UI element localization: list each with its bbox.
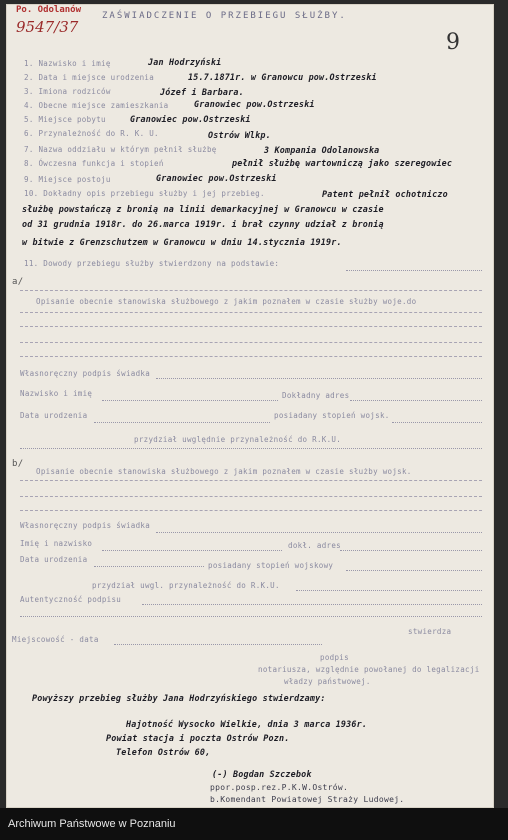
blank-line xyxy=(114,644,322,645)
section-11-label: 11. Dowody przebiegu służby stwierdzony na podstawie: xyxy=(24,259,280,268)
witness-b-name: Imię i nazwisko xyxy=(20,539,93,548)
row-label: 6. Przynależność do R. K. U. xyxy=(24,129,159,138)
row-label: 5. Miejsce pobytu xyxy=(24,115,106,124)
auth-signature: podpis xyxy=(320,653,349,662)
witness-b-membership: przydział uwgl. przynależność do R.K.U. xyxy=(92,581,280,590)
document-page xyxy=(6,4,494,808)
row-value: Granowiec pow.Ostrzeski xyxy=(130,114,251,124)
blank-line xyxy=(340,550,482,551)
witness-a-marker: a/ xyxy=(12,277,24,287)
witness-b-address: dokł. adres xyxy=(288,541,341,550)
blank-line xyxy=(20,356,482,357)
row-label: 2. Data i miejsce urodzenia xyxy=(24,73,155,82)
witness-a-address: Dokładny adres xyxy=(282,391,350,400)
witness-b-authenticity: Autentyczność podpisu xyxy=(20,595,122,604)
witness-a-birth-date: Data urodzenia xyxy=(20,411,88,420)
auth-seal: stwierdza xyxy=(408,627,452,636)
row-value: Granowiec pow.Ostrzeski xyxy=(156,173,277,183)
description-line: służbę powstańczą z bronią na linii demarkacyjnej w Granowcu w czasie xyxy=(22,204,384,214)
witness-b-signature: Własnoręczny podpis świadka xyxy=(20,521,151,530)
auth-place-date: Miejscowość - data xyxy=(12,635,99,644)
blank-line xyxy=(20,290,482,291)
issuer-rank: ppor.posp.rez.P.K.W.Ostrów. xyxy=(210,783,349,792)
row-value: Patent pełnił ochotniczo xyxy=(322,189,448,199)
blank-line xyxy=(20,510,482,511)
issuer-role: b.Komendant Powiatowej Straży Ludowej. xyxy=(210,795,405,804)
description-line: od 31 grudnia 1918r. do 26.marca 1919r. i brał czynny udział z bronią xyxy=(22,219,384,229)
page-number: 9 xyxy=(446,30,460,55)
blank-line xyxy=(20,616,482,617)
auth-notary-line-2: władzy państwowej. xyxy=(284,677,371,686)
row-value: 3 Kompania Odolanowska xyxy=(264,145,380,155)
separator-line xyxy=(346,270,482,271)
blank-line xyxy=(20,326,482,327)
witness-b-marker: b/ xyxy=(12,459,24,469)
row-label: 4. Obecne miejsce zamieszkania xyxy=(24,101,169,110)
witness-a-opis: Opisanie obecnie stanowiska służbowego z jakim poznałem w czasie służby woje.do xyxy=(36,297,417,306)
auth-notary-line-1: notariusza, względnie powołanej do legalizacji xyxy=(258,665,480,674)
witness-a-rank: posiadany stopień wojsk. xyxy=(274,411,390,420)
file-number: 9547/37 xyxy=(16,18,79,36)
row-value: Ostrów Wlkp. xyxy=(208,130,271,140)
row-label: 7. Nazwa oddziału w którym pełnił służbę xyxy=(24,145,217,154)
issuer-signed: (-) Bogdan Szczebok xyxy=(212,769,312,779)
blank-line xyxy=(20,448,482,449)
blank-line xyxy=(20,312,482,313)
row-label: 8. Ówczesna funkcja i stopień xyxy=(24,159,164,168)
witness-b-rank: posiadany stopień wojskowy xyxy=(208,561,334,570)
blank-line xyxy=(350,400,482,401)
witness-a-membership: przydział uwględnie przynależność do R.K.U. xyxy=(134,435,342,444)
issuer-district: Powiat stacja i poczta Ostrów Pozn. xyxy=(106,733,290,743)
archive-name: Archiwum Państwowe w Poznaniu xyxy=(8,818,176,830)
blank-line xyxy=(102,550,282,551)
confirmation-text: Powyższy przebieg służby Jana Hodrzyńskiego stwierdzamy: xyxy=(32,693,326,703)
blank-line xyxy=(156,378,482,379)
blank-line xyxy=(142,604,482,605)
blank-line xyxy=(94,422,270,423)
row-label: 3. Imiona rodziców xyxy=(24,87,111,96)
description-line: w bitwie z Grenzschutzem w Granowcu w dniu 14.stycznia 1919r. xyxy=(22,237,342,247)
blank-line xyxy=(102,400,278,401)
document-title: ZAŚWIADCZENIE O PRZEBIEGU SŁUŻBY. xyxy=(102,11,347,21)
witness-a-name: Nazwisko i imię xyxy=(20,389,93,398)
blank-line xyxy=(20,342,482,343)
archive-footer xyxy=(0,808,508,840)
row-label: 9. Miejsce postoju xyxy=(24,175,111,184)
issuer-place-date: Hajotność Wysocko Wielkie, dnia 3 marca 1936r. xyxy=(126,719,368,729)
blank-line xyxy=(346,570,482,571)
row-label: 1. Nazwisko i imię xyxy=(24,59,111,68)
issuer-phone: Telefon Ostrów 60, xyxy=(116,747,211,757)
witness-a-signature: Własnoręczny podpis świadka xyxy=(20,369,151,378)
row-value: Józef i Barbara. xyxy=(160,87,244,97)
row-value: pełnił służbę wartowniczą jako szeregowiec xyxy=(232,158,453,168)
witness-b-birth-date: Data urodzenia xyxy=(20,555,88,564)
witness-b-opis: Opisanie obecnie stanowiska służbowego z jakim poznałem w czasie służby wojsk. xyxy=(36,467,412,476)
row-value: Jan Hodrzyński xyxy=(148,57,222,67)
blank-line xyxy=(296,590,482,591)
row-label: 10. Dokładny opis przebiegu służby i jej przebieg. xyxy=(24,189,265,198)
blank-line xyxy=(392,422,482,423)
blank-line xyxy=(156,532,482,533)
row-value: Granowiec pow.Ostrzeski xyxy=(194,99,315,109)
office-stamp: Po. Odolanów xyxy=(16,5,82,15)
blank-line xyxy=(20,496,482,497)
blank-line xyxy=(94,566,204,567)
row-value: 15.7.1871r. w Granowcu pow.Ostrzeski xyxy=(188,72,377,82)
blank-line xyxy=(20,480,482,481)
